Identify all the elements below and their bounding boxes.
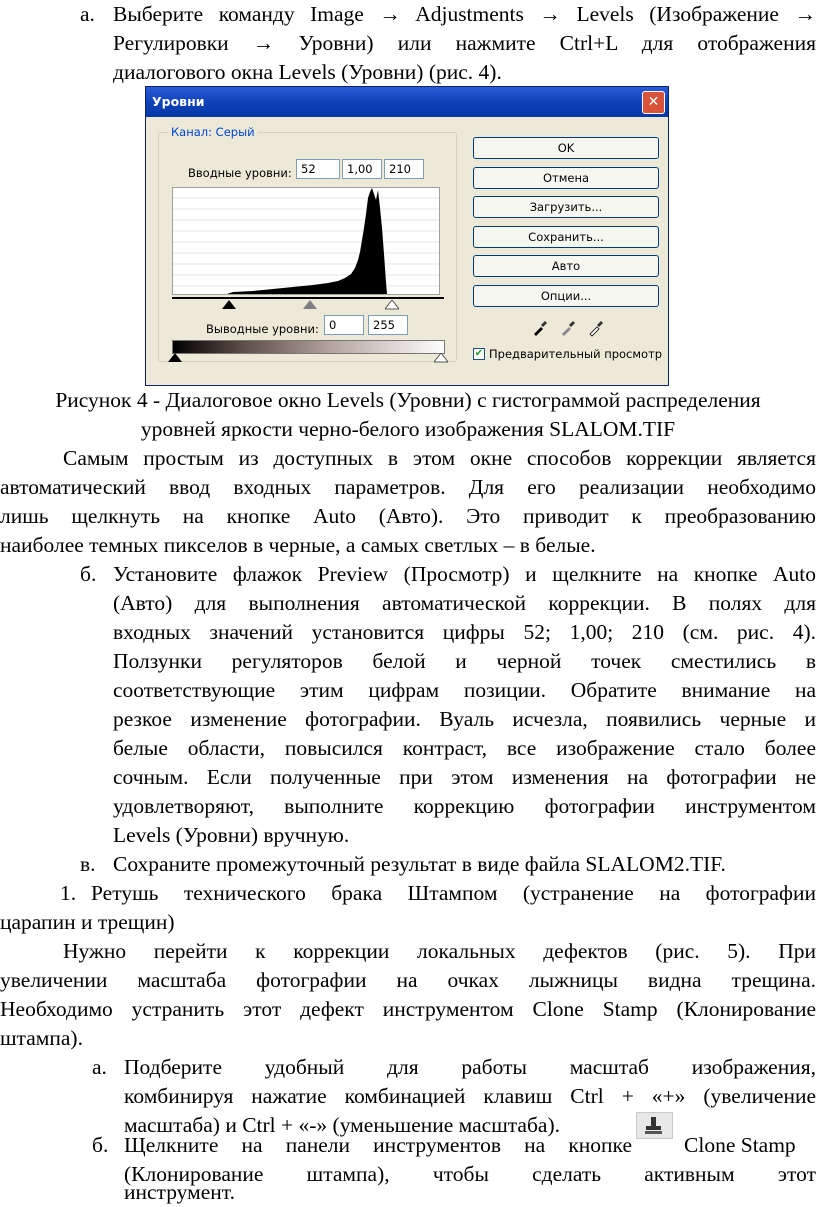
histogram [172,187,440,295]
output-levels-label: Выводные уровни: [206,322,319,336]
clone-stamp-icon [636,1112,673,1139]
text-line: Сохраните промежуточный результат в виде файла SLALOM2.TIF. [113,852,726,876]
section-number: 1. [60,881,77,905]
text-line: Установите флажок Preview (Просмотр) и щелкните на кнопке Auto [113,562,816,586]
histogram-graph [173,188,439,294]
save-button[interactable]: Сохранить... [473,226,659,248]
gamma-slider-icon[interactable] [303,300,317,310]
list-marker: б. [80,562,97,586]
text-line: масштаба) и Ctrl + «-» (уменьшение масштаба). [124,1113,560,1137]
text-line: белые области, повысился контраст, все изображение стало более [113,736,816,760]
input-gamma-field[interactable]: 1,00 [342,159,382,179]
preview-label[interactable]: Предварительный просмотр [489,347,663,361]
text-line: Выберите команду Image → Adjustments → Levels (Изображение → [113,2,816,26]
close-icon[interactable]: ✕ [642,91,665,114]
paragraph-line: автоматический ввод входных параметров. Для его реализации необходимо [0,475,816,499]
paragraph-line: увеличении масштаба фотографии на очках лыжницы видна трещина. [0,968,816,992]
text-line: Ползунки регуляторов белой и черной точек сместились в [113,649,816,673]
white-point-slider-icon[interactable] [385,300,399,310]
ok-button[interactable]: OK [473,137,659,159]
black-point-slider-icon[interactable] [222,300,236,310]
text-line: удовлетворяют, выполните коррекцию фотографии инструментом [113,794,816,818]
list-marker: а. [80,2,95,26]
figure-caption: Рисунок 4 - Диалоговое окно Levels (Уровни) с гистограммой распределения [55,388,761,412]
gray-eyedropper-icon[interactable] [559,319,577,337]
preview-checkbox[interactable]: ✔ [474,348,484,359]
paragraph-line: лишь щелкнуть на кнопке Auto (Авто). Это приводит к преобразованию [0,504,816,528]
output-black-field[interactable]: 0 [324,315,364,335]
text-line: Clone Stamp [684,1133,796,1157]
text-line: (Клонирование штампа), чтобы сделать активным этот [124,1162,816,1186]
text-line: сочным. Если полученные при этом изменения на фотографии не [113,765,816,789]
section-heading: Ретушь технического брака Штампом (устранение на фотографии [91,881,816,905]
text-line: (Авто) для выполнения автоматической коррекции. В полях для [113,591,816,615]
output-gradient [172,340,445,354]
input-white-field[interactable]: 210 [384,159,424,179]
text-line: Регулировки → Уровни) или нажмите Ctrl+L для отображения [113,31,816,55]
list-marker: в. [80,852,96,876]
figure-caption: уровней яркости черно-белого изображения SLALOM.TIF [140,417,676,441]
white-eyedropper-icon[interactable] [587,319,605,337]
histogram-shape [227,188,387,294]
clone-stamp-glyph [637,1113,672,1138]
text-line: Levels (Уровни) вручную. [113,823,350,847]
text-line: инструмент. [124,1180,235,1204]
text-line: диалогового окна Levels (Уровни) (рис. 4). [113,60,502,84]
paragraph-line: штампа). [0,1026,83,1050]
options-button[interactable]: Опции... [473,285,659,307]
paragraph-line: Самым простым из доступных в этом окне способов коррекции является [63,446,816,470]
load-button[interactable]: Загрузить... [473,196,659,218]
text-line: входных значений установится цифры 52; 1,00; 210 (см. рис. 4). [113,620,816,644]
list-marker: а. [92,1055,107,1079]
levels-dialog [145,86,669,386]
channel-label[interactable]: Канал: Серый [168,125,258,139]
dialog-title: Уровни [146,87,668,117]
paragraph-line: Нужно перейти к коррекции локальных дефектов (рис. 5). При [63,939,816,963]
input-black-field[interactable]: 52 [296,159,340,179]
output-black-slider-icon[interactable] [168,353,182,363]
black-eyedropper-icon[interactable] [531,319,549,337]
text-line: Щелкните на панели инструментов на кнопке [124,1133,632,1157]
text-line: Подберите удобный для работы масштаб изображения, [124,1055,816,1079]
text-line: резкое изменение фотографии. Вуаль исчезла, появились черные и [113,707,816,731]
paragraph-line: Необходимо устранить этот дефект инструментом Clone Stamp (Клонирование [0,997,816,1021]
input-slider-track [172,297,444,299]
text-line: соответствующие этим цифрам позиции. Обратите внимание на [113,678,816,702]
paragraph-line: наиболее темных пикселов в черные, а самых светлых – в белые. [0,533,596,557]
text-line: комбинируя нажатие комбинацией клавиш Ctrl + «+» (увеличение [124,1084,816,1108]
list-marker: б. [92,1133,109,1157]
input-levels-label: Вводные уровни: [188,166,292,180]
section-heading: царапин и трещин) [0,910,175,934]
auto-button[interactable]: Авто [473,255,659,277]
output-white-field[interactable]: 255 [368,315,408,335]
histogram-grid [173,198,439,286]
cancel-button[interactable]: Отмена [473,167,659,189]
output-white-slider-icon[interactable] [434,353,448,363]
